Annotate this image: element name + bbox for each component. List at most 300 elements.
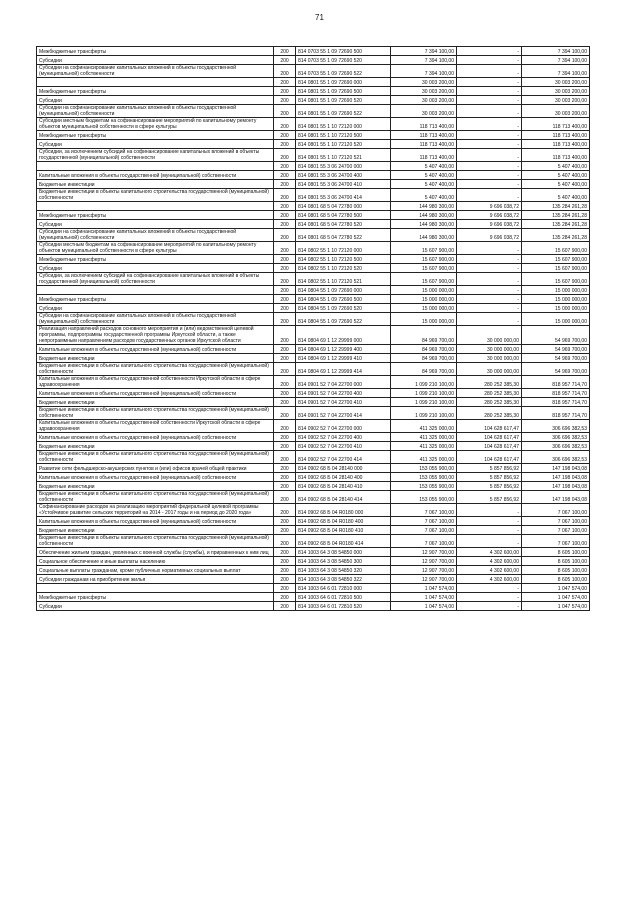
cell-budget-classification: 814 0802 55 1 10 72120 521 — [296, 273, 391, 286]
table-row — [37, 264, 590, 273]
cell-approved-amount: 153 055 900,00 — [391, 464, 457, 473]
table-row — [37, 482, 590, 491]
cell-budget-classification: 814 0802 55 1 10 72120 500 — [296, 255, 391, 264]
cell-approved-amount: 12 907 700,00 — [391, 575, 457, 584]
cell-executed-amount: 30 000 000,00 — [457, 326, 522, 345]
cell-expenditure-name: Бюджетные инвестиции в объекты капитального строительства государственной (муниципальной) собственности — [37, 189, 274, 202]
cell-budget-classification: 814 0901 52 7 04 22700 400 — [296, 389, 391, 398]
cell-budget-classification: 814 0901 52 7 04 22700 410 — [296, 398, 391, 407]
cell-unexecuted-amount: 1 047 574,00 — [522, 593, 590, 602]
cell-approved-amount: 144 980 300,00 — [391, 229, 457, 242]
cell-executed-amount: 4 302 600,00 — [457, 557, 522, 566]
cell-executed-amount: 9 696 038,72 — [457, 202, 522, 211]
table-row — [37, 389, 590, 398]
cell-unexecuted-amount: 818 957 714,70 — [522, 407, 590, 420]
cell-unexecuted-amount: 135 284 261,28 — [522, 220, 590, 229]
cell-line-code: 200 — [274, 149, 296, 162]
cell-line-code: 200 — [274, 473, 296, 482]
budget-table — [36, 46, 590, 611]
cell-line-code: 200 — [274, 557, 296, 566]
cell-line-code: 200 — [274, 189, 296, 202]
cell-expenditure-name: Бюджетные инвестиции — [37, 180, 274, 189]
cell-line-code: 200 — [274, 566, 296, 575]
table-row — [37, 326, 590, 345]
cell-unexecuted-amount: 7 394 100,00 — [522, 56, 590, 65]
cell-approved-amount: 15 000 000,00 — [391, 286, 457, 295]
cell-line-code: 200 — [274, 407, 296, 420]
cell-unexecuted-amount: 135 284 261,28 — [522, 202, 590, 211]
cell-unexecuted-amount: 54 969 700,00 — [522, 345, 590, 354]
table-row — [37, 363, 590, 376]
cell-expenditure-name — [37, 286, 274, 295]
cell-budget-classification: 814 0801 55 3 06 24700 410 — [296, 180, 391, 189]
cell-line-code: 200 — [274, 420, 296, 433]
cell-approved-amount: 411 325 000,00 — [391, 451, 457, 464]
cell-budget-classification: 814 0902 68 Б 04 28140 410 — [296, 482, 391, 491]
cell-line-code: 200 — [274, 376, 296, 389]
cell-approved-amount: 84 969 700,00 — [391, 326, 457, 345]
cell-expenditure-name: Бюджетные инвестиции — [37, 398, 274, 407]
cell-budget-classification: 814 0801 68 5 04 72780 520 — [296, 220, 391, 229]
cell-line-code: 200 — [274, 65, 296, 78]
cell-line-code: 200 — [274, 602, 296, 611]
cell-budget-classification: 814 1003 64 3 08 54850 300 — [296, 557, 391, 566]
cell-budget-classification: 814 0703 55 1 09 72690 500 — [296, 47, 391, 56]
cell-executed-amount: - — [457, 242, 522, 255]
cell-approved-amount: 84 969 700,00 — [391, 363, 457, 376]
cell-unexecuted-amount: 8 605 100,00 — [522, 557, 590, 566]
cell-budget-classification: 814 1003 64 3 08 54850 322 — [296, 575, 391, 584]
cell-budget-classification: 814 0804 55 1 09 72690 000 — [296, 286, 391, 295]
table-row — [37, 433, 590, 442]
table-row — [37, 304, 590, 313]
table-row — [37, 548, 590, 557]
cell-approved-amount: 1 047 574,00 — [391, 602, 457, 611]
cell-approved-amount: 7 394 100,00 — [391, 47, 457, 56]
cell-unexecuted-amount: 818 957 714,70 — [522, 389, 590, 398]
cell-expenditure-name: Межбюджетные трансферты — [37, 87, 274, 96]
cell-line-code: 200 — [274, 517, 296, 526]
cell-executed-amount: 5 857 856,92 — [457, 464, 522, 473]
cell-expenditure-name: Бюджетные инвестиции — [37, 526, 274, 535]
cell-line-code: 200 — [274, 202, 296, 211]
cell-budget-classification: 814 1003 64 3 08 54850 320 — [296, 566, 391, 575]
cell-executed-amount: 30 000 000,00 — [457, 345, 522, 354]
cell-expenditure-name: Развитие сети фельдшерско-акушерских пунктов и (или) офисов врачей общей практики — [37, 464, 274, 473]
cell-unexecuted-amount: 306 696 382,53 — [522, 420, 590, 433]
cell-unexecuted-amount: 7 067 100,00 — [522, 526, 590, 535]
table-row — [37, 295, 590, 304]
cell-unexecuted-amount: 135 284 261,28 — [522, 211, 590, 220]
cell-budget-classification: 814 0804 69 1 12 29999 000 — [296, 326, 391, 345]
cell-approved-amount: 84 969 700,00 — [391, 354, 457, 363]
cell-unexecuted-amount: 54 969 700,00 — [522, 326, 590, 345]
cell-expenditure-name: Субсидии местным бюджетам на софинансирование мероприятий по капитальному ремонту объектов муниципальной собственности в сфере культуры — [37, 242, 274, 255]
cell-executed-amount: - — [457, 535, 522, 548]
cell-executed-amount: - — [457, 313, 522, 326]
cell-line-code: 200 — [274, 548, 296, 557]
cell-approved-amount: 15 607 900,00 — [391, 242, 457, 255]
cell-line-code: 200 — [274, 242, 296, 255]
cell-unexecuted-amount: 8 605 100,00 — [522, 575, 590, 584]
cell-expenditure-name: Бюджетные инвестиции в объекты капитального строительства государственной (муниципальной) собственности — [37, 363, 274, 376]
cell-unexecuted-amount: 15 607 900,00 — [522, 255, 590, 264]
cell-budget-classification: 814 0801 55 1 09 72690 522 — [296, 105, 391, 118]
table-row — [37, 473, 590, 482]
cell-line-code: 200 — [274, 464, 296, 473]
cell-approved-amount: 12 907 700,00 — [391, 557, 457, 566]
cell-expenditure-name: Межбюджетные трансферты — [37, 131, 274, 140]
cell-line-code: 200 — [274, 433, 296, 442]
cell-expenditure-name: Обеспечение жильем граждан, уволенных с военной службы (службы), и приравненных к ним лиц — [37, 548, 274, 557]
cell-line-code: 200 — [274, 354, 296, 363]
cell-executed-amount: 104 628 617,47 — [457, 451, 522, 464]
table-row — [37, 273, 590, 286]
cell-line-code: 200 — [274, 140, 296, 149]
cell-executed-amount: - — [457, 56, 522, 65]
cell-approved-amount: 153 055 900,00 — [391, 473, 457, 482]
cell-approved-amount: 153 055 900,00 — [391, 491, 457, 504]
cell-approved-amount: 1 047 574,00 — [391, 593, 457, 602]
cell-budget-classification: 814 0804 55 1 09 72690 500 — [296, 295, 391, 304]
cell-approved-amount: 411 325 000,00 — [391, 433, 457, 442]
cell-line-code: 200 — [274, 304, 296, 313]
cell-unexecuted-amount: 15 000 000,00 — [522, 295, 590, 304]
cell-expenditure-name: Субсидии на софинансирование капитальных вложений в объекты государственной (муниципальной) собственности — [37, 229, 274, 242]
cell-unexecuted-amount: 30 003 200,00 — [522, 87, 590, 96]
cell-expenditure-name — [37, 78, 274, 87]
cell-approved-amount: 144 980 300,00 — [391, 211, 457, 220]
table-row — [37, 593, 590, 602]
cell-approved-amount: 5 407 400,00 — [391, 171, 457, 180]
cell-approved-amount: 30 003 200,00 — [391, 78, 457, 87]
cell-executed-amount: - — [457, 140, 522, 149]
cell-expenditure-name: Реализация направлений расходов основного мероприятия и (или) ведомственной целевой программы, подпрограммы государственной программы Иркутской области, а также непрограммным направлениям расходов государственных органов Иркутской области — [37, 326, 274, 345]
cell-executed-amount: - — [457, 96, 522, 105]
cell-budget-classification: 814 0801 55 1 10 72120 520 — [296, 140, 391, 149]
table-row — [37, 220, 590, 229]
cell-line-code: 200 — [274, 180, 296, 189]
cell-approved-amount: 1 047 574,00 — [391, 584, 457, 593]
cell-unexecuted-amount: 818 957 714,70 — [522, 376, 590, 389]
table-row — [37, 149, 590, 162]
cell-expenditure-name: Субсидии — [37, 264, 274, 273]
cell-budget-classification: 814 0902 52 7 04 22700 410 — [296, 442, 391, 451]
cell-unexecuted-amount: 30 003 200,00 — [522, 105, 590, 118]
cell-approved-amount: 144 980 300,00 — [391, 202, 457, 211]
cell-unexecuted-amount: 7 067 100,00 — [522, 517, 590, 526]
cell-expenditure-name: Бюджетные инвестиции — [37, 482, 274, 491]
table-row — [37, 229, 590, 242]
cell-executed-amount: 280 252 385,30 — [457, 376, 522, 389]
cell-unexecuted-amount: 54 969 700,00 — [522, 354, 590, 363]
cell-budget-classification: 814 0901 52 7 04 22700 414 — [296, 407, 391, 420]
cell-approved-amount: 411 325 000,00 — [391, 442, 457, 451]
cell-budget-classification: 814 0801 68 5 04 72780 500 — [296, 211, 391, 220]
table-row — [37, 602, 590, 611]
cell-unexecuted-amount: 7 394 100,00 — [522, 47, 590, 56]
cell-executed-amount: - — [457, 78, 522, 87]
cell-executed-amount: - — [457, 255, 522, 264]
table-row — [37, 504, 590, 517]
cell-unexecuted-amount: 7 067 100,00 — [522, 535, 590, 548]
cell-approved-amount: 30 003 200,00 — [391, 96, 457, 105]
cell-approved-amount: 30 003 200,00 — [391, 105, 457, 118]
table-row — [37, 105, 590, 118]
cell-unexecuted-amount: 15 000 000,00 — [522, 286, 590, 295]
table-row — [37, 584, 590, 593]
cell-unexecuted-amount: 118 713 400,00 — [522, 118, 590, 131]
cell-expenditure-name: Субсидии на софинансирование капитальных вложений в объекты государственной (муниципальной) собственности — [37, 313, 274, 326]
cell-executed-amount: - — [457, 189, 522, 202]
cell-budget-classification: 814 0901 52 7 04 22700 000 — [296, 376, 391, 389]
cell-expenditure-name: Субсидии — [37, 56, 274, 65]
cell-approved-amount: 15 000 000,00 — [391, 295, 457, 304]
cell-budget-classification: 814 0804 69 1 12 29999 414 — [296, 363, 391, 376]
cell-budget-classification: 814 0902 52 7 04 22700 414 — [296, 451, 391, 464]
cell-approved-amount: 15 607 900,00 — [391, 255, 457, 264]
table-row — [37, 171, 590, 180]
cell-approved-amount: 5 407 400,00 — [391, 180, 457, 189]
cell-expenditure-name: Бюджетные инвестиции в объекты капитального строительства государственной (муниципальной) собственности — [37, 491, 274, 504]
cell-budget-classification: 814 1003 64 3 08 54850 000 — [296, 548, 391, 557]
cell-expenditure-name: Субсидии гражданам на приобретение жилья — [37, 575, 274, 584]
cell-unexecuted-amount: 54 969 700,00 — [522, 363, 590, 376]
cell-executed-amount: 5 857 856,92 — [457, 482, 522, 491]
cell-line-code: 200 — [274, 442, 296, 451]
cell-expenditure-name: Межбюджетные трансферты — [37, 211, 274, 220]
cell-expenditure-name — [37, 584, 274, 593]
cell-unexecuted-amount: 135 284 261,28 — [522, 229, 590, 242]
cell-expenditure-name: Софинансирование расходов на реализацию мероприятий федеральной целевой программы «Устойчивое развитие сельских территорий на 2014 - 2017 годы и на период до 2020 года» — [37, 504, 274, 517]
cell-line-code: 200 — [274, 220, 296, 229]
cell-budget-classification: 814 0703 55 1 09 72690 522 — [296, 65, 391, 78]
table-row — [37, 47, 590, 56]
cell-executed-amount: 4 302 600,00 — [457, 575, 522, 584]
cell-executed-amount: - — [457, 171, 522, 180]
cell-approved-amount: 5 407 400,00 — [391, 189, 457, 202]
cell-budget-classification: 814 0902 68 Б 04 R0180 400 — [296, 517, 391, 526]
cell-unexecuted-amount: 1 047 574,00 — [522, 584, 590, 593]
cell-executed-amount: 104 628 617,47 — [457, 420, 522, 433]
cell-budget-classification: 814 0902 68 Б 04 28140 000 — [296, 464, 391, 473]
cell-approved-amount: 118 713 400,00 — [391, 140, 457, 149]
table-row — [37, 566, 590, 575]
cell-unexecuted-amount: 118 713 400,00 — [522, 131, 590, 140]
table-row — [37, 78, 590, 87]
table-row — [37, 354, 590, 363]
cell-budget-classification: 814 0801 55 3 06 24700 400 — [296, 171, 391, 180]
cell-budget-classification: 814 0801 55 1 09 72690 500 — [296, 87, 391, 96]
cell-unexecuted-amount: 1 047 574,00 — [522, 602, 590, 611]
cell-unexecuted-amount: 5 407 400,00 — [522, 171, 590, 180]
cell-executed-amount: 4 302 600,00 — [457, 548, 522, 557]
cell-unexecuted-amount: 118 713 400,00 — [522, 149, 590, 162]
table-row — [37, 96, 590, 105]
cell-line-code: 200 — [274, 313, 296, 326]
cell-approved-amount: 118 713 400,00 — [391, 131, 457, 140]
cell-expenditure-name: Субсидии на софинансирование капитальных вложений в объекты государственной (муниципальной) собственности — [37, 105, 274, 118]
table-row — [37, 255, 590, 264]
cell-line-code: 200 — [274, 162, 296, 171]
cell-line-code: 200 — [274, 56, 296, 65]
cell-budget-classification: 814 0801 55 1 10 72120 500 — [296, 131, 391, 140]
table-row — [37, 575, 590, 584]
cell-executed-amount: 9 696 038,72 — [457, 220, 522, 229]
cell-budget-classification: 814 1003 64 6 01 72810 520 — [296, 602, 391, 611]
cell-executed-amount: 9 696 038,72 — [457, 229, 522, 242]
cell-budget-classification: 814 0802 55 1 10 72120 000 — [296, 242, 391, 255]
cell-executed-amount: 5 857 856,92 — [457, 491, 522, 504]
table-row — [37, 407, 590, 420]
cell-budget-classification: 814 0902 68 Б 04 R0180 410 — [296, 526, 391, 535]
cell-unexecuted-amount: 7 394 100,00 — [522, 65, 590, 78]
cell-line-code: 200 — [274, 131, 296, 140]
cell-executed-amount: - — [457, 602, 522, 611]
cell-budget-classification: 814 0902 68 Б 04 R0180 000 — [296, 504, 391, 517]
cell-expenditure-name: Субсидии на софинансирование капитальных вложений в объекты государственной (муниципальной) собственности — [37, 65, 274, 78]
cell-unexecuted-amount: 306 696 382,53 — [522, 433, 590, 442]
cell-expenditure-name: Межбюджетные трансферты — [37, 255, 274, 264]
cell-expenditure-name: Бюджетные инвестиции — [37, 354, 274, 363]
table-row — [37, 242, 590, 255]
cell-approved-amount: 1 099 210 100,00 — [391, 407, 457, 420]
cell-expenditure-name: Субсидии местным бюджетам на софинансирование мероприятий по капитальному ремонту объектов муниципальной собственности в сфере культуры — [37, 118, 274, 131]
cell-executed-amount: 104 628 617,47 — [457, 433, 522, 442]
cell-expenditure-name: Капитальные вложения в объекты государственной (муниципальной) собственности — [37, 433, 274, 442]
cell-approved-amount: 15 607 900,00 — [391, 264, 457, 273]
cell-line-code: 200 — [274, 593, 296, 602]
cell-unexecuted-amount: 15 607 900,00 — [522, 264, 590, 273]
cell-expenditure-name — [37, 202, 274, 211]
cell-line-code: 200 — [274, 273, 296, 286]
cell-unexecuted-amount: 5 407 400,00 — [522, 162, 590, 171]
cell-executed-amount: - — [457, 593, 522, 602]
table-row — [37, 87, 590, 96]
cell-line-code: 200 — [274, 171, 296, 180]
cell-line-code: 200 — [274, 575, 296, 584]
cell-executed-amount: 5 857 856,92 — [457, 473, 522, 482]
cell-expenditure-name: Субсидии — [37, 220, 274, 229]
cell-executed-amount: 30 000 000,00 — [457, 354, 522, 363]
cell-unexecuted-amount: 15 000 000,00 — [522, 313, 590, 326]
table-row — [37, 286, 590, 295]
cell-line-code: 200 — [274, 264, 296, 273]
cell-budget-classification: 814 0801 55 3 06 24700 414 — [296, 189, 391, 202]
table-row — [37, 535, 590, 548]
cell-line-code: 200 — [274, 47, 296, 56]
table-row — [37, 118, 590, 131]
cell-expenditure-name: Межбюджетные трансферты — [37, 47, 274, 56]
cell-line-code: 200 — [274, 105, 296, 118]
cell-executed-amount: 9 696 038,72 — [457, 211, 522, 220]
cell-expenditure-name: Субсидии — [37, 140, 274, 149]
table-row — [37, 211, 590, 220]
cell-unexecuted-amount: 147 198 043,08 — [522, 482, 590, 491]
cell-unexecuted-amount: 306 696 382,53 — [522, 451, 590, 464]
cell-unexecuted-amount: 30 003 200,00 — [522, 96, 590, 105]
table-row — [37, 345, 590, 354]
table-row — [37, 526, 590, 535]
cell-line-code: 200 — [274, 326, 296, 345]
cell-unexecuted-amount: 30 003 200,00 — [522, 78, 590, 87]
cell-executed-amount: - — [457, 87, 522, 96]
cell-executed-amount: - — [457, 162, 522, 171]
cell-budget-classification: 814 0804 55 1 09 72690 520 — [296, 304, 391, 313]
cell-approved-amount: 12 907 700,00 — [391, 566, 457, 575]
table-row — [37, 180, 590, 189]
cell-expenditure-name: Бюджетные инвестиции в объекты капитального строительства государственной (муниципальной) собственности — [37, 535, 274, 548]
cell-expenditure-name: Межбюджетные трансферты — [37, 295, 274, 304]
table-row — [37, 398, 590, 407]
cell-expenditure-name: Бюджетные инвестиции в объекты капитального строительства государственной (муниципальной) собственности — [37, 451, 274, 464]
cell-line-code: 200 — [274, 389, 296, 398]
cell-budget-classification: 814 0804 55 1 09 72690 522 — [296, 313, 391, 326]
cell-executed-amount: - — [457, 131, 522, 140]
cell-unexecuted-amount: 147 198 043,08 — [522, 473, 590, 482]
table-row — [37, 202, 590, 211]
cell-executed-amount: - — [457, 504, 522, 517]
cell-line-code: 200 — [274, 398, 296, 407]
cell-approved-amount: 7 067 100,00 — [391, 517, 457, 526]
table-row — [37, 313, 590, 326]
table-row — [37, 451, 590, 464]
cell-approved-amount: 144 980 300,00 — [391, 220, 457, 229]
cell-line-code: 200 — [274, 526, 296, 535]
cell-expenditure-name: Социальное обеспечение и иные выплаты населению — [37, 557, 274, 566]
cell-executed-amount: - — [457, 517, 522, 526]
cell-line-code: 200 — [274, 96, 296, 105]
cell-executed-amount: - — [457, 264, 522, 273]
cell-approved-amount: 5 407 400,00 — [391, 162, 457, 171]
cell-approved-amount: 7 394 100,00 — [391, 65, 457, 78]
page-number: 71 — [315, 13, 324, 22]
table-row — [37, 420, 590, 433]
cell-expenditure-name: Капитальные вложения в объекты государственной (муниципальной) собственности — [37, 345, 274, 354]
cell-line-code: 200 — [274, 451, 296, 464]
cell-executed-amount: - — [457, 304, 522, 313]
table-row — [37, 65, 590, 78]
table-row — [37, 189, 590, 202]
table-row — [37, 56, 590, 65]
cell-approved-amount: 12 907 700,00 — [391, 548, 457, 557]
cell-line-code: 200 — [274, 482, 296, 491]
cell-approved-amount: 7 067 100,00 — [391, 504, 457, 517]
cell-approved-amount: 1 099 210 100,00 — [391, 398, 457, 407]
cell-unexecuted-amount: 818 957 714,70 — [522, 398, 590, 407]
cell-line-code: 200 — [274, 87, 296, 96]
cell-approved-amount: 118 713 400,00 — [391, 118, 457, 131]
cell-line-code: 200 — [274, 535, 296, 548]
cell-expenditure-name: Субсидии — [37, 602, 274, 611]
cell-unexecuted-amount: 147 198 043,08 — [522, 491, 590, 504]
cell-expenditure-name: Субсидии — [37, 304, 274, 313]
cell-unexecuted-amount: 8 605 100,00 — [522, 548, 590, 557]
cell-approved-amount: 7 067 100,00 — [391, 535, 457, 548]
cell-unexecuted-amount: 306 696 382,53 — [522, 442, 590, 451]
cell-expenditure-name: Капитальные вложения в объекты государственной (муниципальной) собственности — [37, 473, 274, 482]
cell-line-code: 200 — [274, 584, 296, 593]
cell-budget-classification: 814 0703 55 1 09 72690 520 — [296, 56, 391, 65]
cell-budget-classification: 814 0902 52 7 04 22700 000 — [296, 420, 391, 433]
cell-budget-classification: 814 0804 69 1 12 29999 410 — [296, 354, 391, 363]
cell-executed-amount: - — [457, 273, 522, 286]
table-row — [37, 517, 590, 526]
cell-line-code: 200 — [274, 295, 296, 304]
cell-budget-classification: 814 0801 55 1 09 72690 000 — [296, 78, 391, 87]
cell-line-code: 200 — [274, 491, 296, 504]
cell-executed-amount: - — [457, 584, 522, 593]
